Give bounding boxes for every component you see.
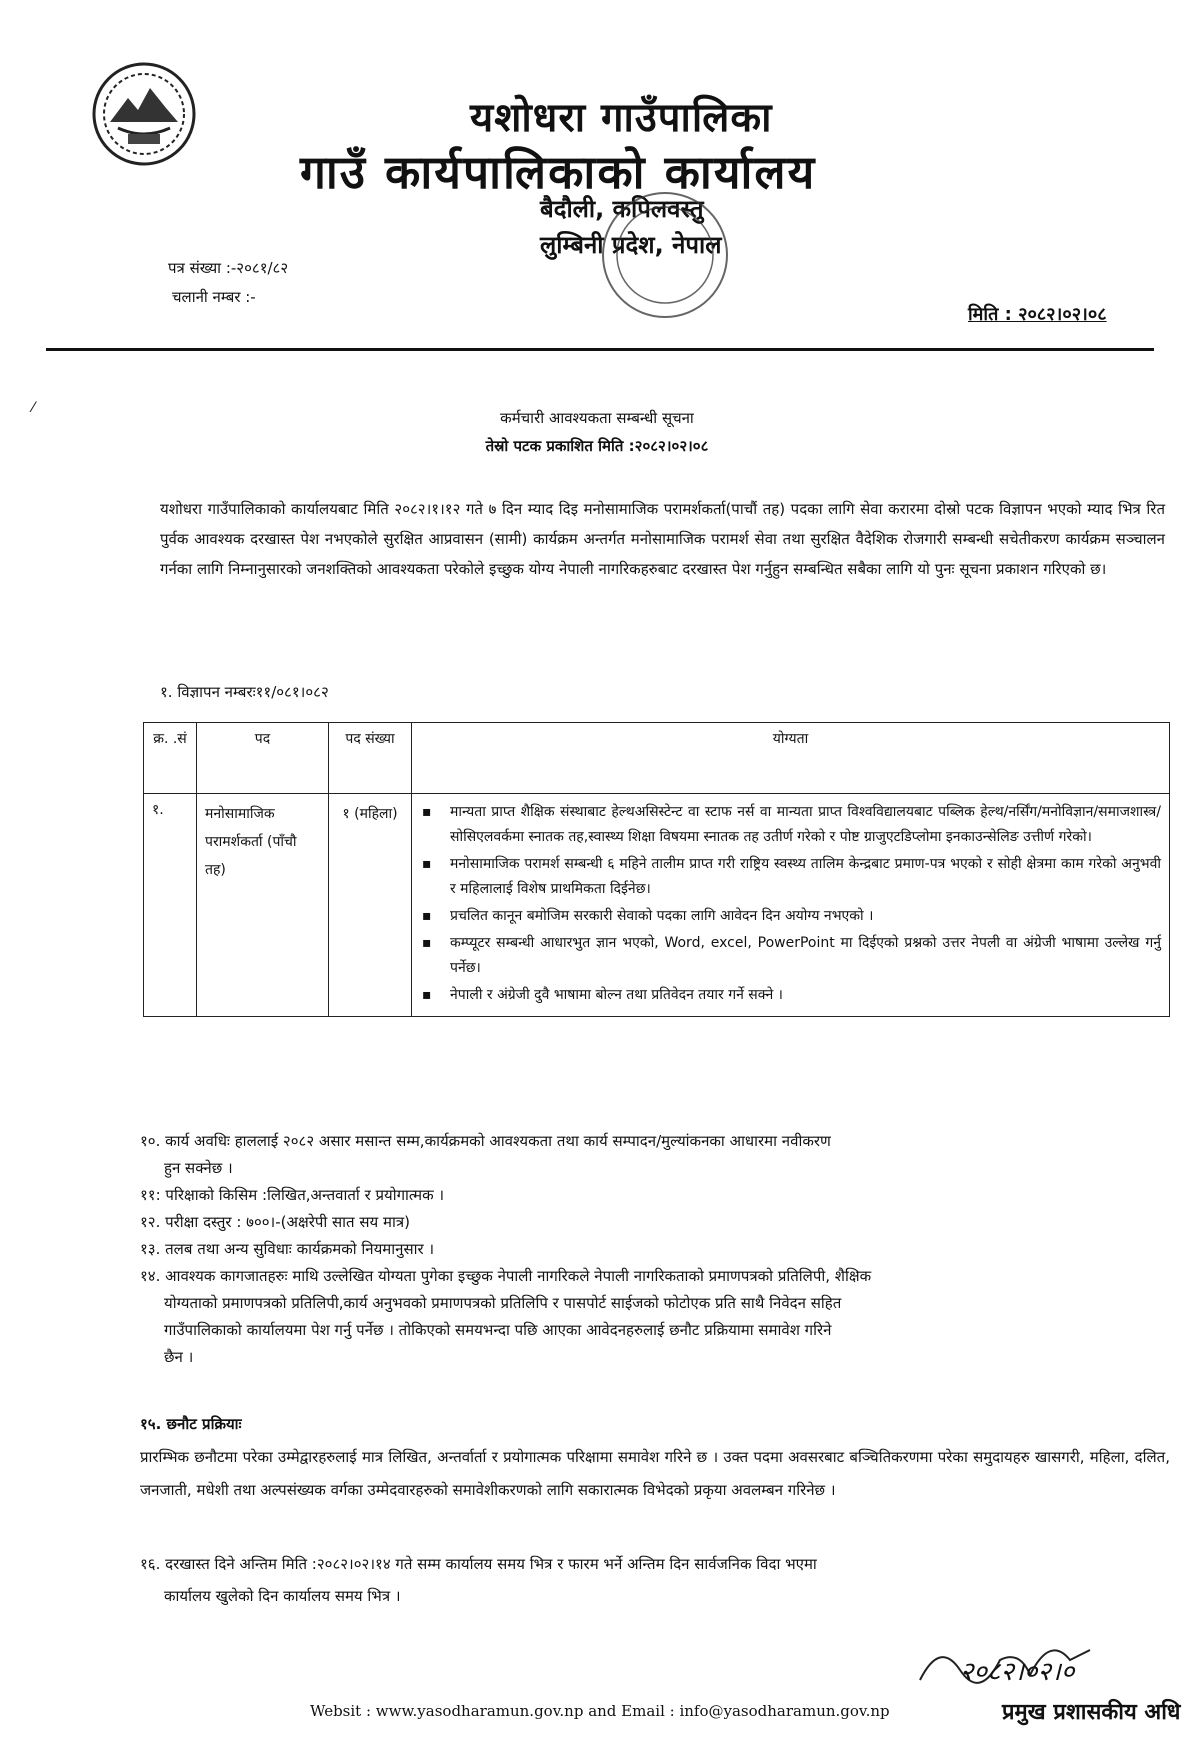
col-header-sn: क्र. .सं — [144, 723, 197, 794]
advertisement-number: १. विज्ञापन नम्बरः११/०८१।०८२ — [160, 683, 329, 701]
dispatch-number: चलानी नम्बर :- — [172, 288, 256, 306]
signature-date: २०८२।०२।० — [960, 1657, 1075, 1687]
item-15-body: प्रारम्भिक छनौटमा परेका उम्मेद्वारहरुलाई मात्र लिखित, अन्तर्वार्ता र प्रयोगात्मक परिक्षामा समावेश गरिने छ । उक्त पदमा अवसरबाट बञ्चितिकरणमा परेका समुदायहरु खासगरी, महिला, दलित, जनजाती, मधेशी तथा अल्पसंख्यक वर्गका उम्मेदवारहरुको समावेशीकरणको लागि सकारात्मक विभेदको प्रकृया अवलम्बन गरिनेछ । — [140, 1448, 1170, 1499]
item-15-heading: १५. छनौट प्रक्रियाः — [140, 1415, 242, 1433]
reference-number: पत्र संख्या :-२०८१/८२ — [168, 259, 289, 277]
government-emblem-icon — [88, 58, 200, 170]
item-16-cont: कार्यालय खुलेको दिन कार्यालय समय भित्र । — [164, 1587, 401, 1605]
signatory-designation: प्रमुख प्रशासकीय अधि — [1002, 1700, 1181, 1725]
notice-intro: यशोधरा गाउँपालिकाको कार्यालयबाट मिति २०८२।१।१२ गते ७ दिन म्याद दिइ मनोसामाजिक परामर्शकर्ता(पाचौं तह) पदका लागि सेवा करारमा दोस्रो पटक विज्ञापन भएको म्याद भित्र रित पुर्वक आवश्यक दरखास्त पेश नभएकोले सुरक्षित आप्रवासन (सामी) कार्यक्रम अन्तर्गत मनोसामाजिक परामर्श सेवा तथा सुरक्षित वैदेशिक रोजगारी सम्बन्धी सचेतीकरण कार्यक्रम सञ्चालन गर्नका लागि निम्नानुसारको जनशक्तिको आवश्यकता परेकोले इच्छुक योग्य नेपाली नागरिकहरुबाट दरखास्त पेश गर्नुहुन सम्बन्धित सबैका लागि यो पुनः सूचना प्रकाशन गरिएको छ। — [160, 500, 1165, 578]
list-item: ▪ मान्यता प्राप्त शैक्षिक संस्थाबाट हेल्थअसिस्टेन्ट वा स्टाफ नर्स वा मान्यता प्राप्त विश्वविद्यालयबाट पब्लिक हेल्थ/नर्सिंग/मनोविज्ञान/समाजशास्त्र/सोसिएलवर्कमा स्नातक तह,स्वास्थ्य शिक्षा विषयमा स्नातक तह उतीर्ण गरेको र पोष्ट ग्राजुएटडिप्लोमा इनकाउन्सेलिङ उत्तीर्ण गरेको। — [420, 800, 1161, 850]
list-item: ▪ प्रचलित कानून बमोजिम सरकारी सेवाको पदका लागि आवेदन दिन अयोग्य नभएको । — [420, 904, 1161, 929]
letter-date: मिति : २०८२।०२।०८ — [968, 304, 1107, 325]
selection-process — [140, 1408, 1170, 1507]
qualification-list — [420, 800, 1161, 1008]
office-stamp — [590, 180, 740, 330]
table-row — [144, 794, 1170, 1017]
list-item: ▪ कम्प्यूटर सम्बन्धी आधारभुत ज्ञान भएको, Word, excel, PowerPoint मा दिईएको प्रश्नको उत्तर नेपली वा अंग्रेजी भाषामा उल्लेख गर्नु पर्नेछ। — [420, 931, 1161, 981]
item-13: १३. तलब तथा अन्य सुविधाः कार्यक्रमको नियमानुसार । — [140, 1240, 435, 1258]
office-province: लुम्बिनी प्रदेश, नेपाल — [540, 231, 722, 259]
item-10: १०. कार्य अवधिः हाललाई २०८२ असार मसान्त सम्म,कार्यक्रमको आवश्यकता तथा कार्य सम्पादन/मुल्यांकनका आधारमा नवीकरण — [140, 1132, 831, 1150]
cell-post: मनोसामाजिक परामर्शकर्ता (पाँचौ तह) — [197, 794, 329, 1017]
col-header-qualification: योग्यता — [412, 723, 1170, 794]
deadline — [140, 1548, 1170, 1612]
header-divider — [46, 348, 1154, 351]
item-11: ११: परिक्षाको किसिम :लिखित,अन्तवार्ता र प्रयोगात्मक । — [140, 1186, 445, 1204]
notice-title: कर्मचारी आवश्यकता सम्बन्धी सूचना — [500, 409, 694, 427]
item-14-cont: छैन । — [164, 1348, 194, 1366]
col-header-post: पद — [197, 723, 329, 794]
table-header-row — [144, 723, 1170, 794]
cell-count: १ (महिला) — [329, 794, 412, 1017]
notice-subtitle: तेस्रो पटक प्रकाशित मिति :२०८२।०२।०८ — [485, 437, 709, 455]
terms-list — [140, 1128, 1170, 1371]
item-14-cont: योग्यताको प्रमाणपत्रको प्रतिलिपी,कार्य अनुभवको प्रमाणपत्रको प्रतिलिपि र पासपोर्ट साईजको फोटोएक प्रति साथै निवेदन सहित — [164, 1294, 842, 1312]
list-item: ▪ नेपाली र अंग्रेजी दुवै भाषामा बोल्न तथा प्रतिवेदन तयार गर्ने सक्ने । — [420, 983, 1161, 1008]
item-10-cont: हुन सक्नेछ । — [164, 1159, 233, 1177]
office-name: गाउँ कार्यपालिकाको कार्यालय — [300, 145, 817, 199]
col-header-count: पद संख्या — [329, 723, 412, 794]
item-16: १६. दरखास्त दिने अन्तिम मिति :२०८२।०२।१४ गते सम्म कार्यालय समय भित्र र फारम भर्ने अन्तिम दिन सार्वजनिक विदा भएमा — [140, 1555, 817, 1573]
item-12: १२. परीक्षा दस्तुर : ७००।-(अक्षरेपी सात सय मात्र) — [140, 1213, 410, 1231]
item-14-cont: गाउँपालिकाको कार्यालयमा पेश गर्नु पर्नेछ । तोकिएको समयभन्दा पछि आएका आवेदनहरुलाई छनौट प्रक्रियामा समावेश गरिने — [164, 1321, 832, 1339]
list-item: ▪ मनोसामाजिक परामर्श सम्बन्धी ६ महिने तालीम प्राप्त गरी राष्ट्रिय स्वस्थ्य तालिम केन्द्रबाट प्रमाण-पत्र भएको र सोही क्षेत्रमा काम गरेको अनुभवी र महिलालाई विशेष प्राथमिकता दिईनेछ। — [420, 852, 1161, 902]
office-location: बैदौली, कपिलवस्तु — [540, 195, 704, 223]
cell-qualifications — [412, 794, 1170, 1017]
cell-sn: १. — [144, 794, 197, 1017]
footer-contact: Websit : www.yasodharamun.gov.np and Email : info@yasodharamun.gov.np — [310, 1702, 890, 1720]
item-14: १४. आवश्यक कागजातहरुः माथि उल्लेखित योग्यता पुगेका इच्छुक नेपाली नागरिकले नेपाली नागरिकताको प्रमाणपत्रको प्रतिलिपी, शैक्षिक — [140, 1267, 872, 1285]
municipality-name: यशोधरा गाउँपालिका — [470, 95, 773, 141]
requirements-table — [143, 722, 1170, 1017]
margin-mark: ⁄ — [32, 400, 35, 416]
